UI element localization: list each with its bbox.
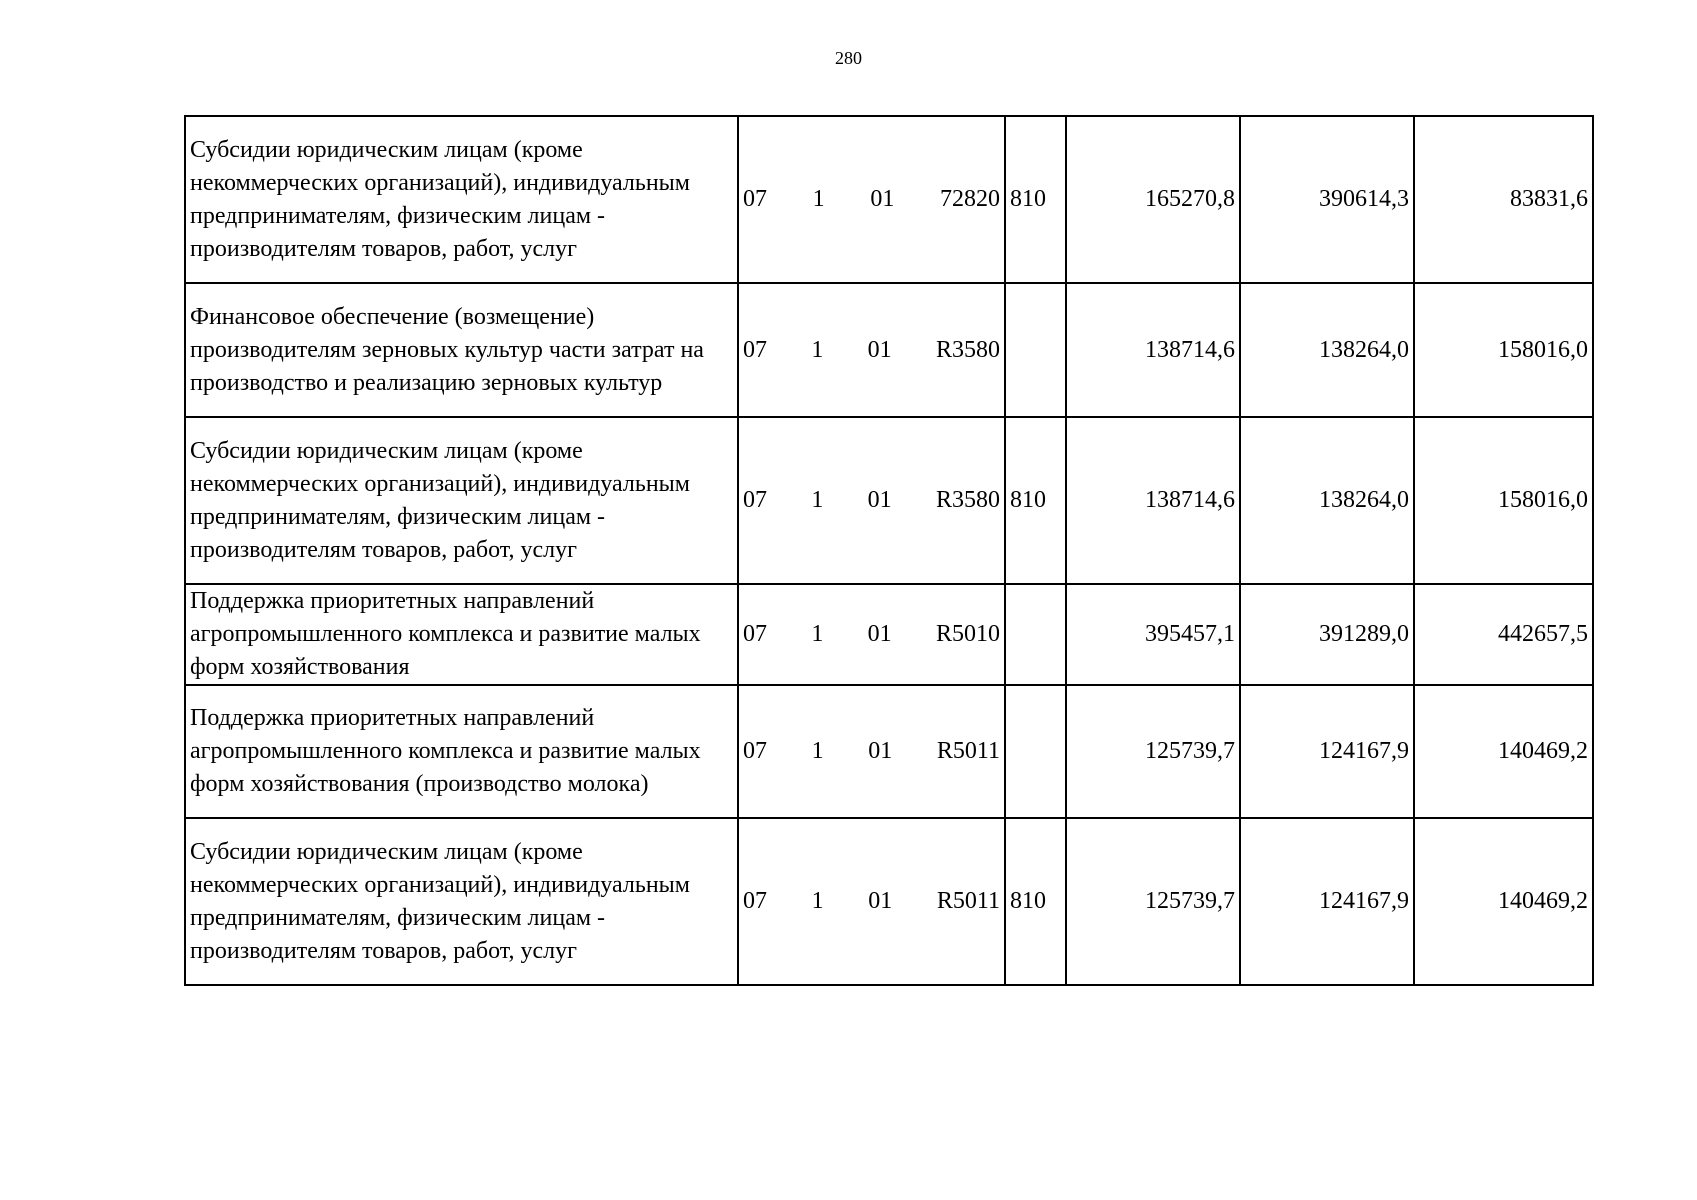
classification-codes	[738, 584, 1005, 685]
direction-code: 72820	[939, 186, 1000, 212]
section-code: 07	[743, 621, 767, 647]
table-row	[185, 584, 1593, 685]
event-code: 01	[867, 487, 892, 513]
section-code: 07	[743, 487, 767, 513]
table-row	[185, 116, 1593, 283]
table-row	[185, 283, 1593, 417]
direction-code: R5011	[936, 738, 1000, 764]
classification-codes	[738, 685, 1005, 818]
direction-code: R5010	[935, 621, 1000, 647]
event-code: 01	[870, 186, 895, 212]
subprogram-code: 1	[811, 888, 824, 914]
subprogram-code: 1	[811, 336, 824, 363]
amount-year-2: 138264,0	[1240, 417, 1414, 584]
amount-year-1: 165270,8	[1066, 116, 1240, 283]
subprogram-code: 1	[811, 738, 824, 764]
classification-codes	[738, 283, 1005, 417]
event-code: 01	[867, 621, 892, 647]
row-name: Субсидии юридическим лицам (кроме некоммерческих организаций), индивидуальным предпринимателям, физическим лицам - производителям товаров, работ, услуг	[185, 818, 738, 985]
amount-year-1: 138714,6	[1066, 283, 1240, 417]
event-code: 01	[868, 888, 893, 914]
section-code: 07	[743, 888, 767, 914]
event-code: 01	[868, 738, 893, 764]
expense-type-code	[1005, 685, 1066, 818]
table-row	[185, 417, 1593, 584]
row-name: Субсидии юридическим лицам (кроме некоммерческих организаций), индивидуальным предпринимателям, физическим лицам - производителям товаров, работ, услуг	[185, 116, 738, 283]
section-code: 07	[743, 738, 767, 764]
amount-year-2: 124167,9	[1240, 818, 1414, 985]
expense-type-code: 810	[1005, 417, 1066, 584]
table-row	[185, 818, 1593, 985]
row-name: Финансовое обеспечение (возмещение) производителям зерновых культур части затрат на производство и реализацию зерновых культур	[185, 283, 738, 417]
amount-year-3: 158016,0	[1414, 417, 1593, 584]
amount-year-3: 140469,2	[1414, 818, 1593, 985]
row-name: Поддержка приоритетных направлений агропромышленного комплекса и развитие малых форм хозяйствования	[185, 584, 738, 685]
section-code: 07	[743, 336, 767, 363]
expense-type-code	[1005, 283, 1066, 417]
amount-year-2: 124167,9	[1240, 685, 1414, 818]
amount-year-2: 391289,0	[1240, 584, 1414, 685]
event-code: 01	[867, 336, 892, 363]
direction-code: R3580	[935, 336, 1000, 363]
classification-codes	[738, 116, 1005, 283]
amount-year-3: 140469,2	[1414, 685, 1593, 818]
amount-year-3: 83831,6	[1414, 116, 1593, 283]
amount-year-1: 138714,6	[1066, 417, 1240, 584]
subprogram-code: 1	[811, 621, 824, 647]
row-name: Субсидии юридическим лицам (кроме некоммерческих организаций), индивидуальным предпринимателям, физическим лицам - производителям товаров, работ, услуг	[185, 417, 738, 584]
budget-table	[184, 115, 1594, 986]
expense-type-code: 810	[1005, 116, 1066, 283]
expense-type-code: 810	[1005, 818, 1066, 985]
direction-code: R5011	[936, 888, 1000, 914]
direction-code: R3580	[935, 487, 1000, 513]
row-name: Поддержка приоритетных направлений агропромышленного комплекса и развитие малых форм хозяйствования (производство молока)	[185, 685, 738, 818]
page-number: 280	[835, 48, 862, 68]
amount-year-1: 395457,1	[1066, 584, 1240, 685]
classification-codes	[738, 417, 1005, 584]
table-row	[185, 685, 1593, 818]
amount-year-2: 138264,0	[1240, 283, 1414, 417]
amount-year-3: 158016,0	[1414, 283, 1593, 417]
subprogram-code: 1	[812, 186, 825, 212]
amount-year-1: 125739,7	[1066, 685, 1240, 818]
subprogram-code: 1	[811, 487, 824, 513]
section-code: 07	[743, 186, 767, 212]
expense-type-code	[1005, 584, 1066, 685]
amount-year-1: 125739,7	[1066, 818, 1240, 985]
amount-year-3: 442657,5	[1414, 584, 1593, 685]
amount-year-2: 390614,3	[1240, 116, 1414, 283]
classification-codes	[738, 818, 1005, 985]
